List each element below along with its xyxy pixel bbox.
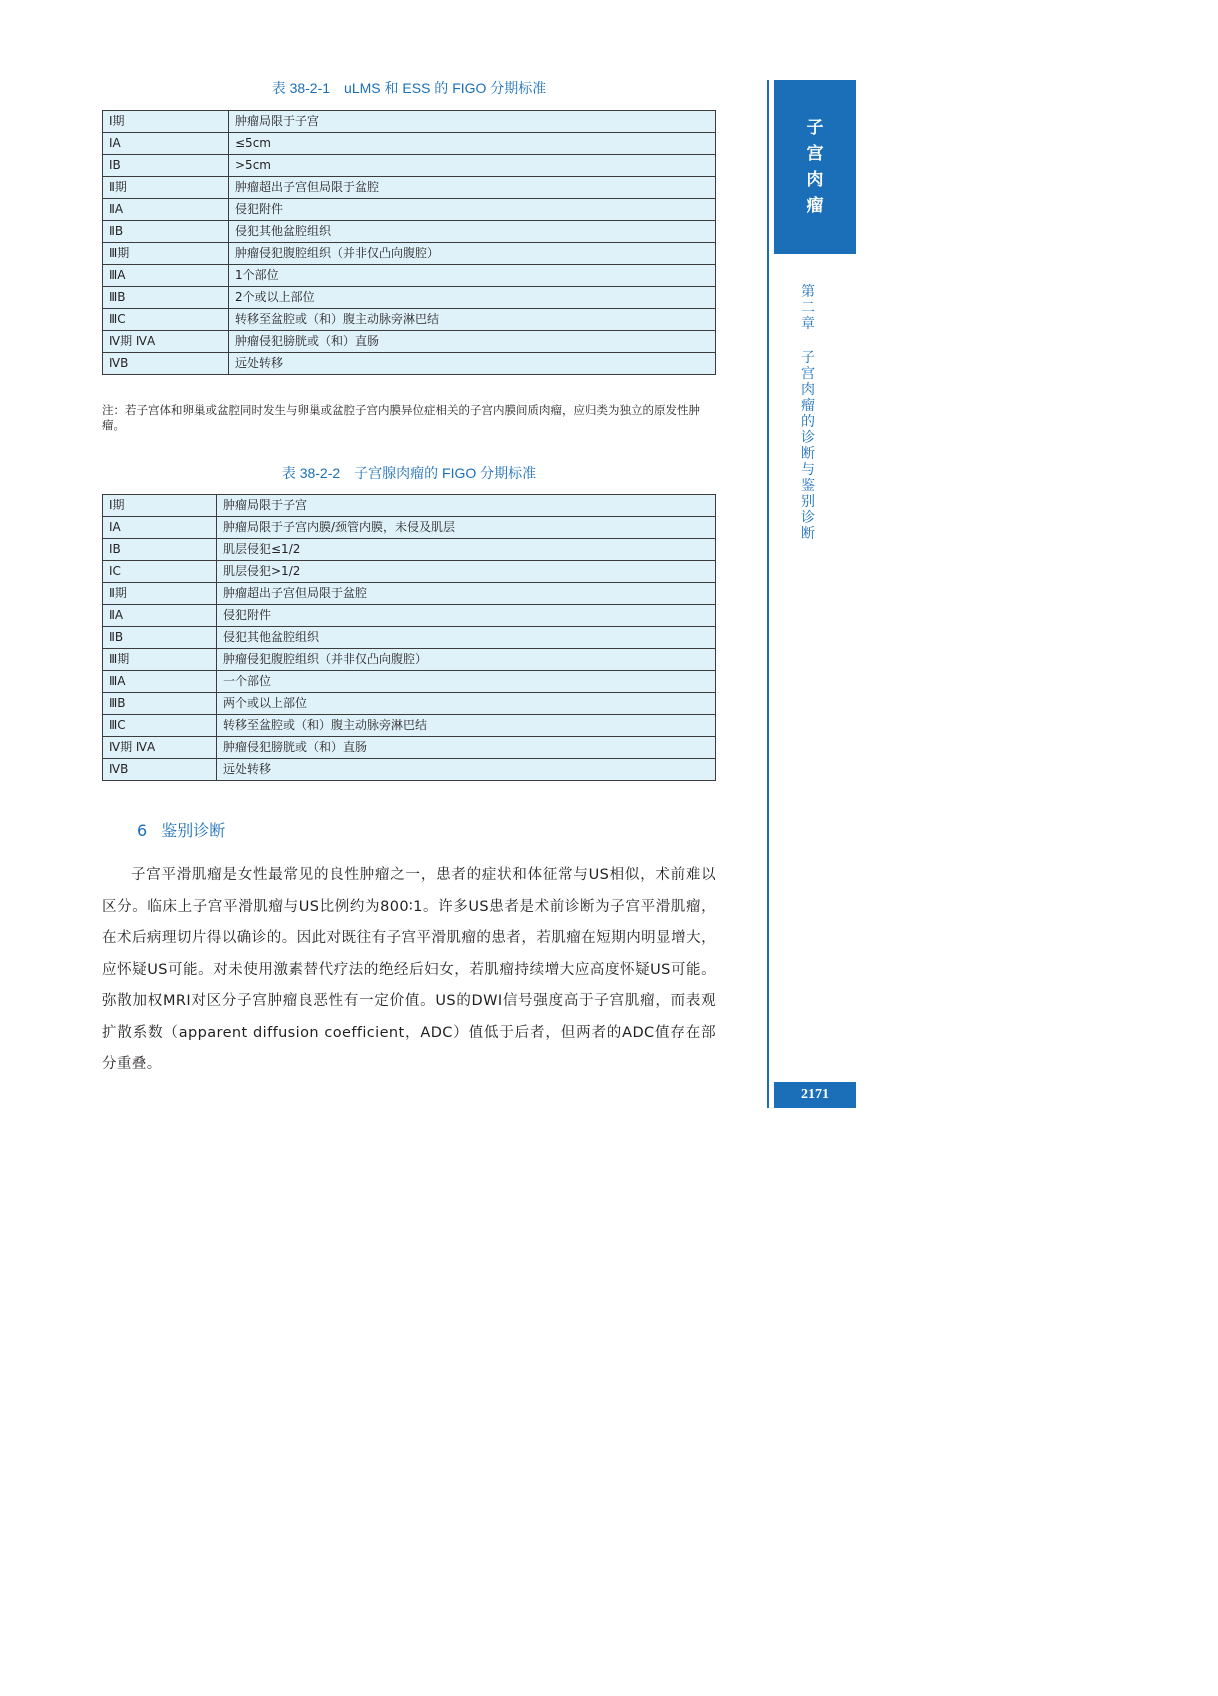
description-cell: 一个部位 — [217, 671, 716, 693]
side-char: 诊 — [801, 510, 815, 526]
description-cell: 远处转移 — [217, 759, 716, 781]
table-row — [103, 133, 716, 155]
description-cell: 肿瘤侵犯腹腔组织（并非仅凸向腹腔） — [217, 649, 716, 671]
stage-cell: ⅢB — [103, 693, 217, 715]
side-char: 断 — [801, 526, 815, 542]
description-cell: 肿瘤局限于子宫 — [217, 495, 716, 517]
description-cell: 肿瘤超出子宫但局限于盆腔 — [217, 583, 716, 605]
chapter-char: 宫 — [806, 144, 824, 164]
table1-caption: 表 38-2-1 uLMS 和 ESS 的 FIGO 分期标准 — [271, 80, 547, 96]
body-paragraph: 子宫平滑肌瘤是女性最常见的良性肿瘤之一，患者的症状和体征常与US相似，术前难以区分。临床上子宫平滑肌瘤与US比例约为800∶1。许多US患者是术前诊断为子宫平滑肌瘤，在术后病理切片得以确诊的。因此对既往有子宫平滑肌瘤的患者，若肌瘤在短期内明显增大，应怀疑US可能。对未使用激素替代疗法的绝经后妇女，若肌瘤持续增大应高度怀疑US可能。弥散加权MRI对区分子宫肿瘤良恶性有一定价值。US的DWI信号强度高于子宫肌瘤，而表观扩散系数（apparent diffusion coefficient，ADC）值低于后者，但两者的ADC值存在部分重叠。 — [102, 867, 716, 1072]
side-char: 子 — [801, 350, 815, 366]
stage-cell: Ⅰ期 — [103, 111, 229, 133]
stage-cell: ⅢC — [103, 309, 229, 331]
stage-cell: Ⅲ期 — [103, 649, 217, 671]
table-row — [103, 605, 716, 627]
side-char: 宫 — [801, 366, 815, 382]
side-char: 章 — [801, 316, 815, 332]
table-row — [103, 649, 716, 671]
stage-cell: ⅠB — [103, 155, 229, 177]
description-cell: 2个或以上部位 — [229, 287, 716, 309]
table-row — [103, 287, 716, 309]
table-row — [103, 737, 716, 759]
description-cell: 肌层侵犯>1/2 — [217, 561, 716, 583]
side-gap — [796, 332, 820, 350]
stage-cell: ⅡA — [103, 605, 217, 627]
table-row — [103, 759, 716, 781]
table-row — [103, 693, 716, 715]
side-char: 肉 — [801, 382, 815, 398]
table-row — [103, 715, 716, 737]
margin-rule — [767, 80, 769, 1108]
section-number: 6 — [137, 821, 148, 840]
table-row — [103, 495, 716, 517]
side-char: 别 — [801, 494, 815, 510]
table-row — [103, 221, 716, 243]
side-char: 鉴 — [801, 478, 815, 494]
side-char: 二 — [801, 300, 815, 316]
chapter-char: 子 — [806, 118, 824, 138]
description-cell: 1个部位 — [229, 265, 716, 287]
stage-cell: ⅠA — [103, 133, 229, 155]
table1-body — [103, 111, 716, 375]
description-cell: 肿瘤侵犯腹腔组织（并非仅凸向腹腔） — [229, 243, 716, 265]
table-row — [103, 111, 716, 133]
description-cell: 肿瘤侵犯膀胱或（和）直肠 — [217, 737, 716, 759]
table-row — [103, 331, 716, 353]
table-row — [103, 583, 716, 605]
description-cell: 肿瘤侵犯膀胱或（和）直肠 — [229, 331, 716, 353]
stage-cell: Ⅱ期 — [103, 583, 217, 605]
chapter-char: 瘤 — [806, 196, 824, 216]
description-cell: 肿瘤局限于子宫 — [229, 111, 716, 133]
stage-cell: ⅢA — [103, 671, 217, 693]
stage-cell: ⅡB — [103, 221, 229, 243]
stage-cell: ⅢB — [103, 287, 229, 309]
section-title: 鉴别诊断 — [161, 821, 226, 840]
description-cell: 侵犯其他盆腔组织 — [229, 221, 716, 243]
stage-cell: ⅡA — [103, 199, 229, 221]
stage-cell: ⅣB — [103, 759, 217, 781]
figo-table-ulms-ess — [102, 110, 716, 375]
stage-cell: ⅠA — [103, 517, 217, 539]
table1-note: 注：若子宫体和卵巢或盆腔同时发生与卵巢或盆腔子宫内膜异位症相关的子宫内膜间质肉瘤，应归类为独立的原发性肿瘤。 — [102, 403, 700, 432]
table-row — [103, 353, 716, 375]
table-row — [103, 265, 716, 287]
table-row — [103, 671, 716, 693]
stage-cell: ⅢC — [103, 715, 217, 737]
page-number: 2171 — [774, 1082, 856, 1108]
description-cell: ≤5cm — [229, 133, 716, 155]
table-row — [103, 517, 716, 539]
side-char: 的 — [801, 414, 815, 430]
side-char: 第 — [801, 284, 815, 300]
description-cell: 肿瘤超出子宫但局限于盆腔 — [229, 177, 716, 199]
stage-cell: ⅠB — [103, 539, 217, 561]
description-cell: 两个或以上部位 — [217, 693, 716, 715]
description-cell: 远处转移 — [229, 353, 716, 375]
table-row — [103, 539, 716, 561]
table-row — [103, 177, 716, 199]
description-cell: 肌层侵犯≤1/2 — [217, 539, 716, 561]
side-char: 诊 — [801, 430, 815, 446]
description-cell: 侵犯其他盆腔组织 — [217, 627, 716, 649]
stage-cell: Ⅳ期 ⅣA — [103, 737, 217, 759]
section-heading — [137, 818, 225, 841]
description-cell: 侵犯附件 — [229, 199, 716, 221]
stage-cell: ⅢA — [103, 265, 229, 287]
side-char: 断 — [801, 446, 815, 462]
stage-cell: ⅠC — [103, 561, 217, 583]
description-cell: 肿瘤局限于子宫内膜/颈管内膜，未侵及肌层 — [217, 517, 716, 539]
table-row — [103, 309, 716, 331]
description-cell: 侵犯附件 — [217, 605, 716, 627]
table2-caption: 表 38-2-2 子宫腺肉瘤的 FIGO 分期标准 — [281, 465, 537, 481]
figo-table-adenosarcoma — [102, 494, 716, 781]
running-section-title — [796, 284, 820, 542]
description-cell: >5cm — [229, 155, 716, 177]
side-char: 瘤 — [801, 398, 815, 414]
stage-cell: Ⅰ期 — [103, 495, 217, 517]
table-row — [103, 155, 716, 177]
table-row — [103, 561, 716, 583]
body-text — [102, 860, 716, 1081]
table-row — [103, 627, 716, 649]
table2-body — [103, 495, 716, 781]
chapter-tab — [774, 80, 856, 254]
stage-cell: Ⅳ期 ⅣA — [103, 331, 229, 353]
description-cell: 转移至盆腔或（和）腹主动脉旁淋巴结 — [217, 715, 716, 737]
table-row — [103, 199, 716, 221]
stage-cell: Ⅱ期 — [103, 177, 229, 199]
stage-cell: Ⅲ期 — [103, 243, 229, 265]
description-cell: 转移至盆腔或（和）腹主动脉旁淋巴结 — [229, 309, 716, 331]
stage-cell: ⅡB — [103, 627, 217, 649]
chapter-char: 肉 — [806, 170, 824, 190]
table-row — [103, 243, 716, 265]
side-char: 与 — [801, 462, 815, 478]
stage-cell: ⅣB — [103, 353, 229, 375]
